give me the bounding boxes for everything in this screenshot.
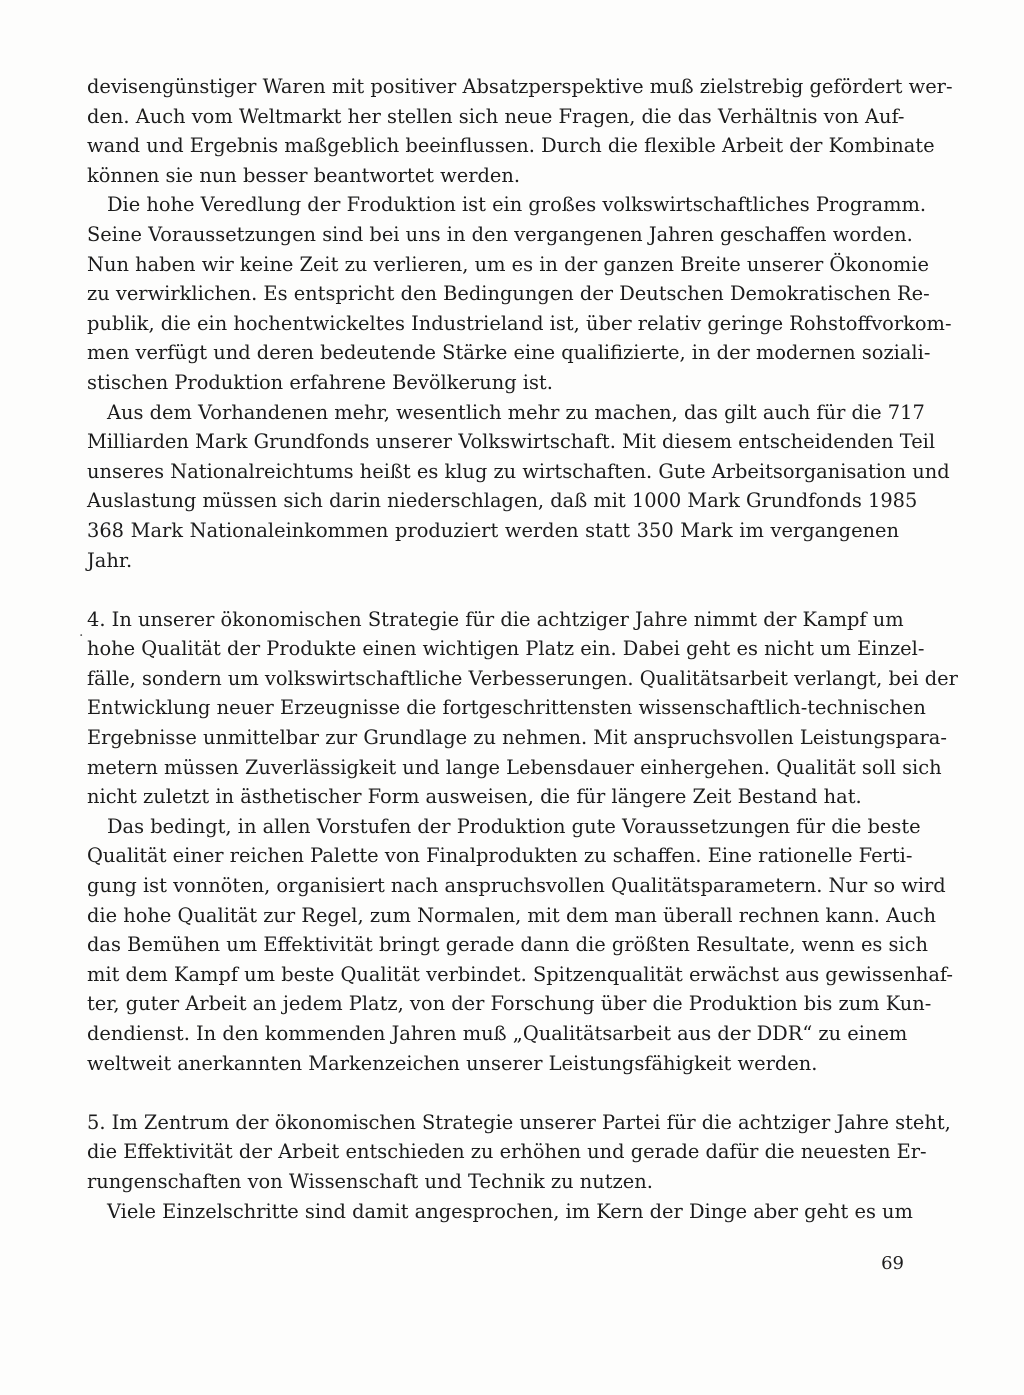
- text-line: Die hohe Veredlung der Froduktion ist ein großes volkswirtschaftliches Programm.: [107, 193, 927, 217]
- text-line: gung ist vonnöten, organisiert nach anspruchsvollen Qualitätsparametern. Nur so wird: [87, 874, 946, 898]
- text-line: hohe Qualität der Produkte einen wichtigen Platz ein. Dabei geht es nicht um Einzel-: [87, 637, 925, 661]
- text-line: Seine Voraussetzungen sind bei uns in den vergangenen Jahren geschaffen worden.: [87, 222, 913, 246]
- text-line: Ergebnisse unmittelbar zur Grundlage zu nehmen. Mit anspruchsvollen Leistungspara-: [87, 726, 947, 750]
- text-line: Jahr.: [87, 548, 133, 572]
- text-line: Aus dem Vorhandenen mehr, wesentlich mehr zu machen, das gilt auch für die 717: [107, 400, 925, 424]
- text-line: devisengünstiger Waren mit positiver Absatzperspektive muß zielstrebig gefördert wer-: [87, 75, 953, 98]
- text-line: die Effektivität der Arbeit entschieden zu erhöhen und gerade dafür die neuesten Er-: [87, 1140, 927, 1164]
- text-line: 368 Mark Nationaleinkommen produziert werden statt 350 Mark im vergangenen: [87, 518, 899, 542]
- text-line: unseres Nationalreichtums heißt es klug zu wirtschaften. Gute Arbeitsorganisation und: [87, 459, 950, 483]
- body-text: [87, 72, 958, 1226]
- text-line: metern müssen Zuverlässigkeit und lange Lebensdauer einhergehen. Qualität soll sich: [87, 755, 942, 779]
- text-line: mit dem Kampf um beste Qualität verbindet. Spitzenqualität erwächst aus gewissenhaf-: [87, 962, 953, 986]
- text-line: Auslastung müssen sich darin niederschlagen, daß mit 1000 Mark Grundfonds 1985: [87, 489, 918, 513]
- page-number: 69: [881, 1253, 904, 1274]
- text-line: Entwicklung neuer Erzeugnisse die fortgeschrittensten wissenschaftlich-technischen: [87, 696, 926, 720]
- text-line: das Bemühen um Effektivität bringt gerade dann die größten Resultate, wenn es sich: [87, 933, 929, 957]
- paragraph: [87, 190, 952, 397]
- paragraph: [87, 72, 953, 190]
- text-line: zu verwirklichen. Es entspricht den Bedingungen der Deutschen Demokratischen Re-: [87, 282, 930, 306]
- section-gap: [87, 1078, 899, 1108]
- text-line: rungenschaften von Wissenschaft und Technik zu nutzen.: [87, 1169, 653, 1193]
- text-line: wand und Ergebnis maßgeblich beeinflussen. Durch die flexible Arbeit der Kombinate: [87, 134, 935, 158]
- text-line: Das bedingt, in allen Vorstufen der Produktion gute Voraussetzungen für die beste: [107, 814, 921, 838]
- margin-mark: ·: [79, 628, 84, 644]
- text-line: Qualität einer reichen Palette von Finalprodukten zu schaffen. Eine rationelle Ferti-: [87, 844, 913, 868]
- text-line: den. Auch vom Weltmarkt her stellen sich neue Fragen, die das Verhältnis von Auf-: [87, 104, 905, 128]
- paragraph: [87, 398, 950, 576]
- text-line: dendienst. In den kommenden Jahren muß „Qualitätsarbeit aus der DDR“ zu einem: [87, 1022, 908, 1045]
- text-line: fälle, sondern um volkswirtschaftliche Verbesserungen. Qualitätsarbeit verlangt, bei der: [87, 666, 958, 690]
- text-line: nicht zuletzt in ästhetischer Form ausweisen, die für längere Zeit Bestand hat.: [87, 785, 862, 809]
- section-gap: [87, 575, 899, 605]
- text-line: können sie nun besser beantwortet werden.: [87, 163, 521, 187]
- text-line: men verfügt und deren bedeutende Stärke eine qualifizierte, in der modernen soziali-: [87, 341, 931, 365]
- text-line: weltweit anerkannten Markenzeichen unserer Leistungsfähigkeit werden.: [87, 1051, 818, 1075]
- paragraph: [87, 812, 953, 1078]
- text-line: 4. In unserer ökonomischen Strategie für die achtziger Jahre nimmt der Kampf um: [87, 607, 904, 631]
- paragraph: [87, 1108, 951, 1197]
- text-line: ter, guter Arbeit an jedem Platz, von der Forschung über die Produktion bis zum Kun-: [87, 992, 932, 1016]
- text-line: die hohe Qualität zur Regel, zum Normalen, mit dem man überall rechnen kann. Auch: [87, 903, 936, 927]
- text-line: Viele Einzelschritte sind damit angesprochen, im Kern der Dinge aber geht es um: [107, 1199, 913, 1223]
- text-line: publik, die ein hochentwickeltes Industrieland ist, über relativ geringe Rohstoffvorkom-: [87, 311, 952, 335]
- text-line: stischen Produktion erfahrene Bevölkerung ist.: [87, 370, 553, 394]
- paragraph: [87, 1197, 913, 1227]
- paragraph: [87, 605, 958, 812]
- text-line: Milliarden Mark Grundfonds unserer Volkswirtschaft. Mit diesem entscheidenden Teil: [87, 430, 936, 454]
- text-line: Nun haben wir keine Zeit zu verlieren, um es in der ganzen Breite unserer Ökonomie: [87, 252, 929, 276]
- text-line: 5. Im Zentrum der ökonomischen Strategie unserer Partei für die achtziger Jahre steht,: [87, 1110, 951, 1134]
